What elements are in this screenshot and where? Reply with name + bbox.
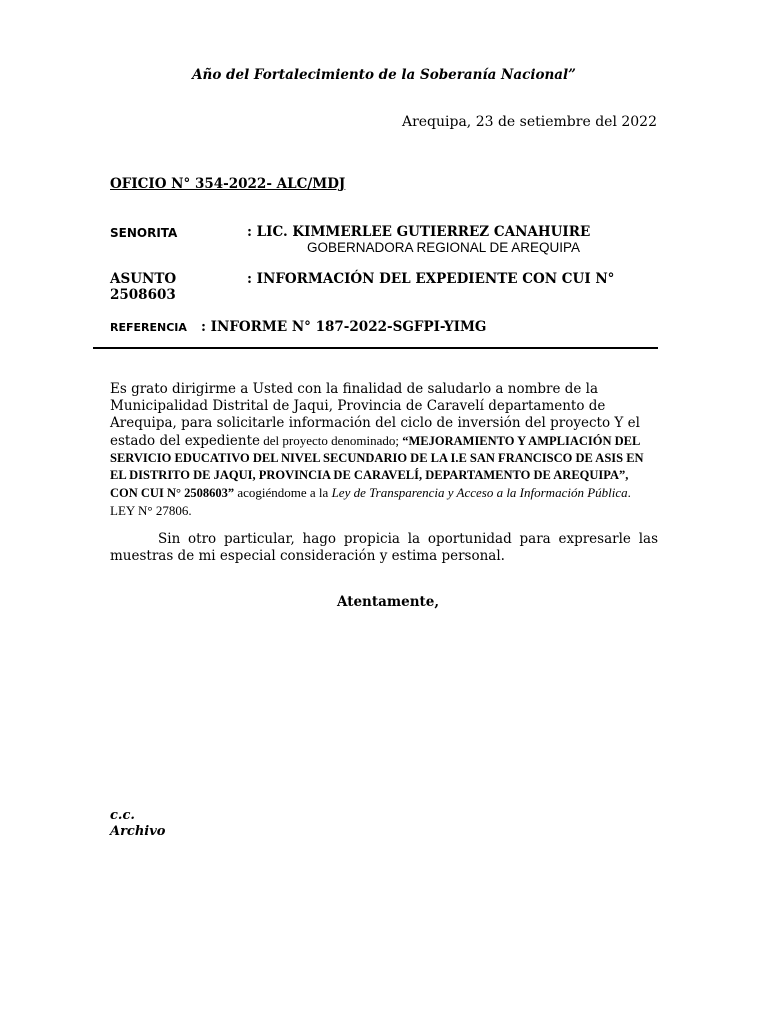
document-year-title: Año del Fortalecimiento de la Soberanía Nacional” (192, 67, 576, 83)
archivo-label: Archivo (110, 824, 166, 839)
cc-label: c.c. (110, 808, 135, 823)
referencia-label: REFERENCIA (110, 321, 187, 334)
header-divider (93, 347, 658, 349)
body-paragraph (110, 381, 658, 520)
body-line: Es grato dirigirme a Usted con la finalidad de saludarlo a nombre de la (110, 381, 599, 397)
law-name: Ley de Transparencia y Acceso a la Información Pública (331, 485, 628, 500)
signoff: Atentamente, (337, 594, 440, 610)
recipient-name: : LIC. KIMMERLEE GUTIERREZ CANAHUIRE (247, 224, 591, 240)
asunto-label: ASUNTO (110, 271, 177, 287)
project-title: “MEJORAMIENTO Y AMPLIACIÓN DEL SERVICIO EDUCATIVO DEL NIVEL SECUNDARIO DE LA I.E SAN FRANCISCO DE ASIS EN EL DISTRITO DE JAQUI, PROVINCIA DE CARAVELÍ, DEPARTAMENTO DE AREQUIPA”, CON CUI N° 2508603” (110, 434, 644, 500)
law-number: . LEY N° 27806. (110, 485, 631, 518)
referencia-value: : INFORME N° 187-2022-SGFPI-YIMG (201, 319, 487, 335)
body-text: estado del expediente (110, 433, 260, 449)
body-text: acogiéndome a la (234, 485, 332, 500)
body-line: Arequipa, para solicitarle información del ciclo de inversión del proyecto Y el (110, 415, 640, 431)
oficio-number: OFICIO N° 354-2022- ALC/MDJ (110, 176, 346, 192)
asunto-continuation: 2508603 (110, 287, 176, 303)
closing-paragraph: Sin otro particular, hago propicia la oportunidad para expresarle las muestras de mi especial consideración y estima personal. (110, 531, 658, 564)
recipient-label: SENORITA (110, 226, 178, 240)
body-line-project (110, 432, 658, 520)
body-text: del proyecto denominado; (259, 433, 403, 448)
asunto-value: : INFORMACIÓN DEL EXPEDIENTE CON CUI N° (247, 271, 615, 287)
body-line: Municipalidad Distrital de Jaqui, Provincia de Caravelí departamento de (110, 398, 606, 414)
document-date: Arequipa, 23 de setiembre del 2022 (401, 114, 657, 130)
recipient-position: GOBERNADORA REGIONAL DE AREQUIPA (307, 240, 581, 255)
